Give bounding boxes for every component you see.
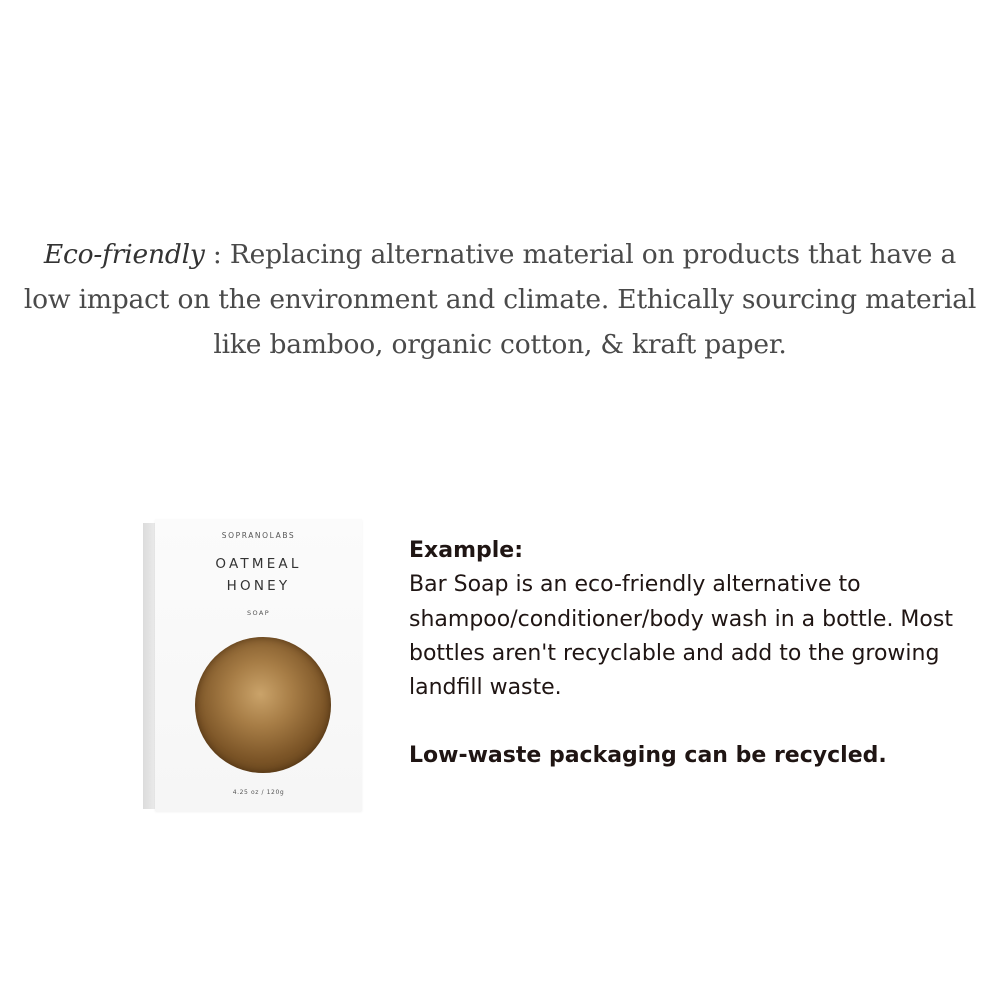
soap-type: SOAP xyxy=(246,609,271,617)
definition-text: Replacing alternative material on products that have a low impact on the environment and climate. Ethically sourcing material like bamboo, organic cotton, & kraft paper. xyxy=(23,239,977,360)
soap-product-name xyxy=(155,553,362,597)
soap-box-front xyxy=(155,519,362,811)
soap-name-line2: HONEY xyxy=(226,578,291,594)
definition-separator: : xyxy=(204,239,230,270)
definition-term: Eco-friendly xyxy=(43,239,205,270)
example-emphasis: Low-waste packaging can be recycled. xyxy=(409,743,887,769)
example-heading: Example: xyxy=(409,538,523,563)
soap-window xyxy=(195,637,331,773)
example-block xyxy=(409,534,969,774)
definition-paragraph xyxy=(20,232,980,367)
soap-brand: SOPRANOLABS xyxy=(221,531,296,540)
example-body: Bar Soap is an eco-friendly alternative to shampoo/conditioner/body wash in a bottle. Most bottles aren't recyclable and add to the growing landfill waste. xyxy=(409,572,953,701)
soap-weight: 4.25 oz / 120g xyxy=(232,789,285,796)
soap-name-line1: OATMEAL xyxy=(215,556,302,572)
soap-box-image xyxy=(143,519,362,811)
